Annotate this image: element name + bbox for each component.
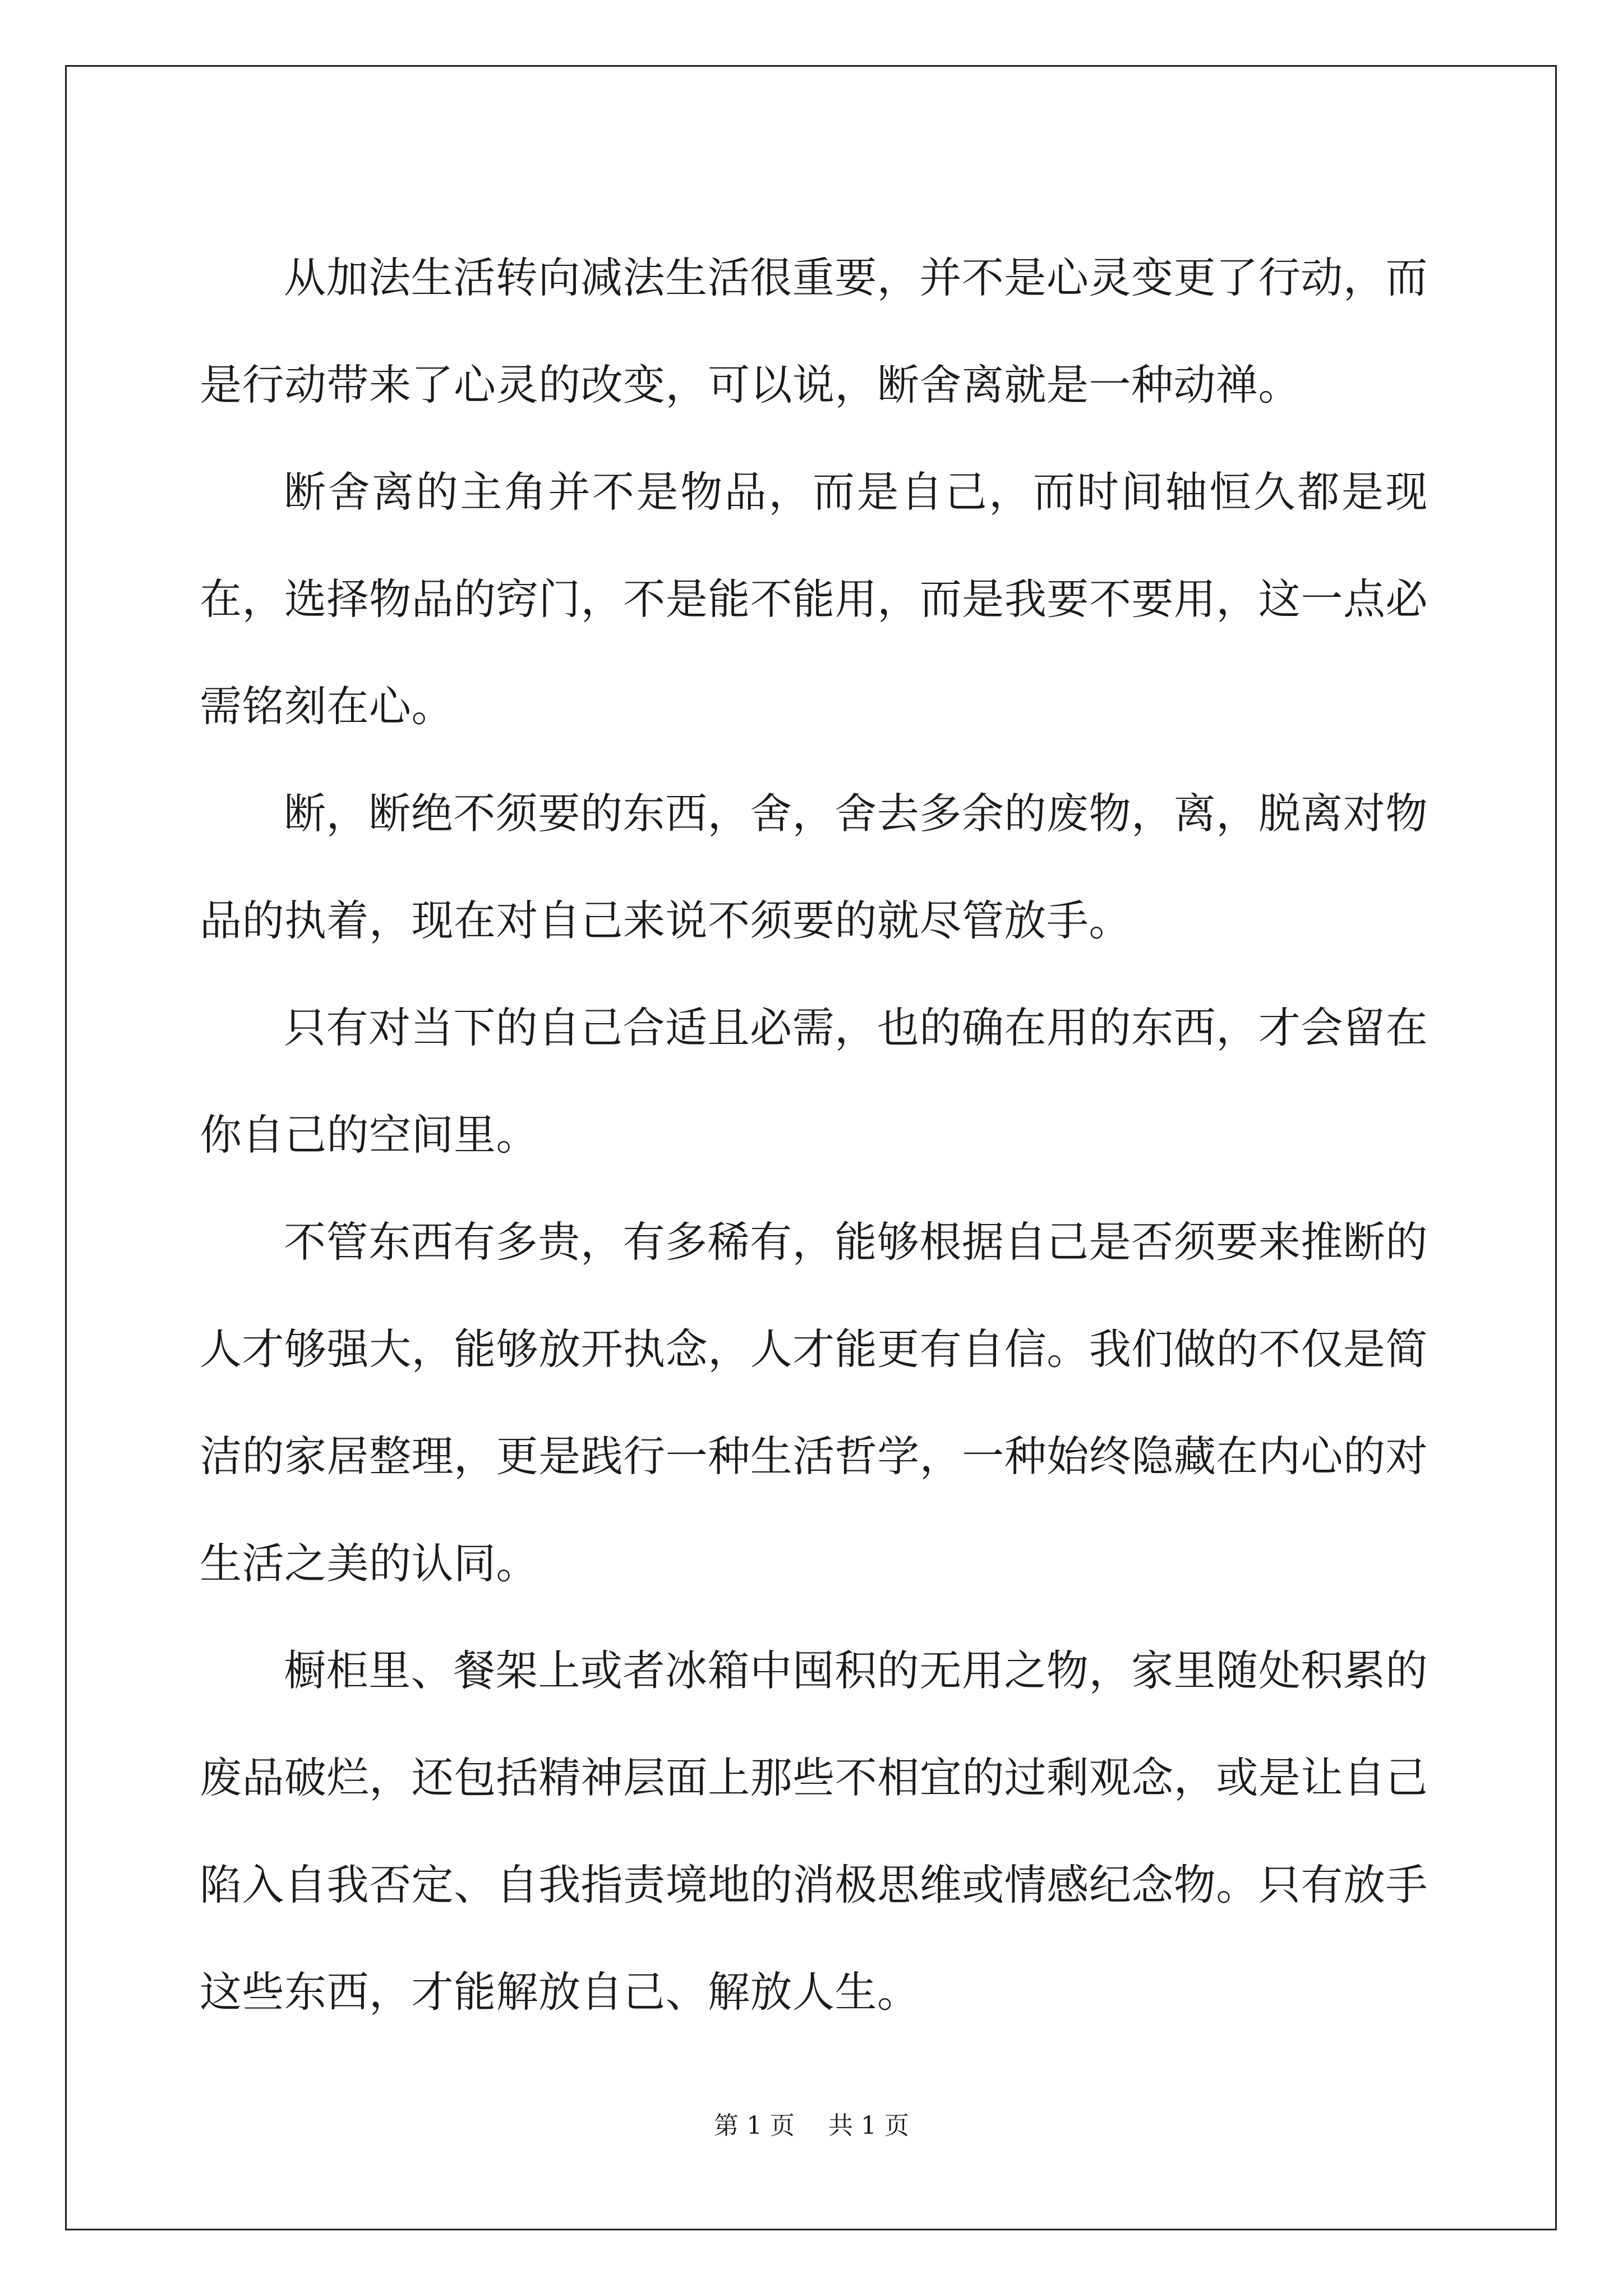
page-total: 共 1 页: [828, 2111, 909, 2140]
paragraph-2: 断舍离的主角并不是物品，而是自己，而时间轴恒久都是现在，选择物品的窍门，不是能不能用，而是我要不要用，这一点必需铭刻在心。: [200, 467, 1428, 731]
paragraph-5: 不管东西有多贵，有多稀有，能够根据自己是否须要来推断的人才够强大，能够放开执念，人才能更有自信。我们做的不仅是简洁的家居整理，更是践行一种生活哲学，一种始终隐藏在内心的对生活之美的认同。: [200, 1217, 1428, 1588]
paragraph-4: 只有对当下的自己合适且必需，也的确在用的东西，才会留在你自己的空间里。: [200, 1003, 1428, 1159]
paragraph-1: 从加法生活转向减法生活很重要，并不是心灵变更了行动，而是行动带来了心灵的改变，可以说，断舍离就是一种动禅。: [200, 253, 1428, 409]
page-number: 第 1 页: [714, 2111, 795, 2140]
document-body: [200, 224, 1428, 2046]
paragraph-3: 断，断绝不须要的东西，舍，舍去多余的废物，离，脱离对物品的执着，现在对自己来说不须要的就尽管放手。: [200, 789, 1428, 945]
page-footer: [0, 2109, 1623, 2143]
paragraph-6: 橱柜里、餐架上或者冰箱中囤积的无用之物，家里随处积累的废品破烂，还包括精神层面上那些不相宜的过剩观念，或是让自己陷入自我否定、自我指责境地的消极思维或情感纪念物。只有放手这些东西，才能解放自己、解放人生。: [200, 1646, 1428, 2017]
